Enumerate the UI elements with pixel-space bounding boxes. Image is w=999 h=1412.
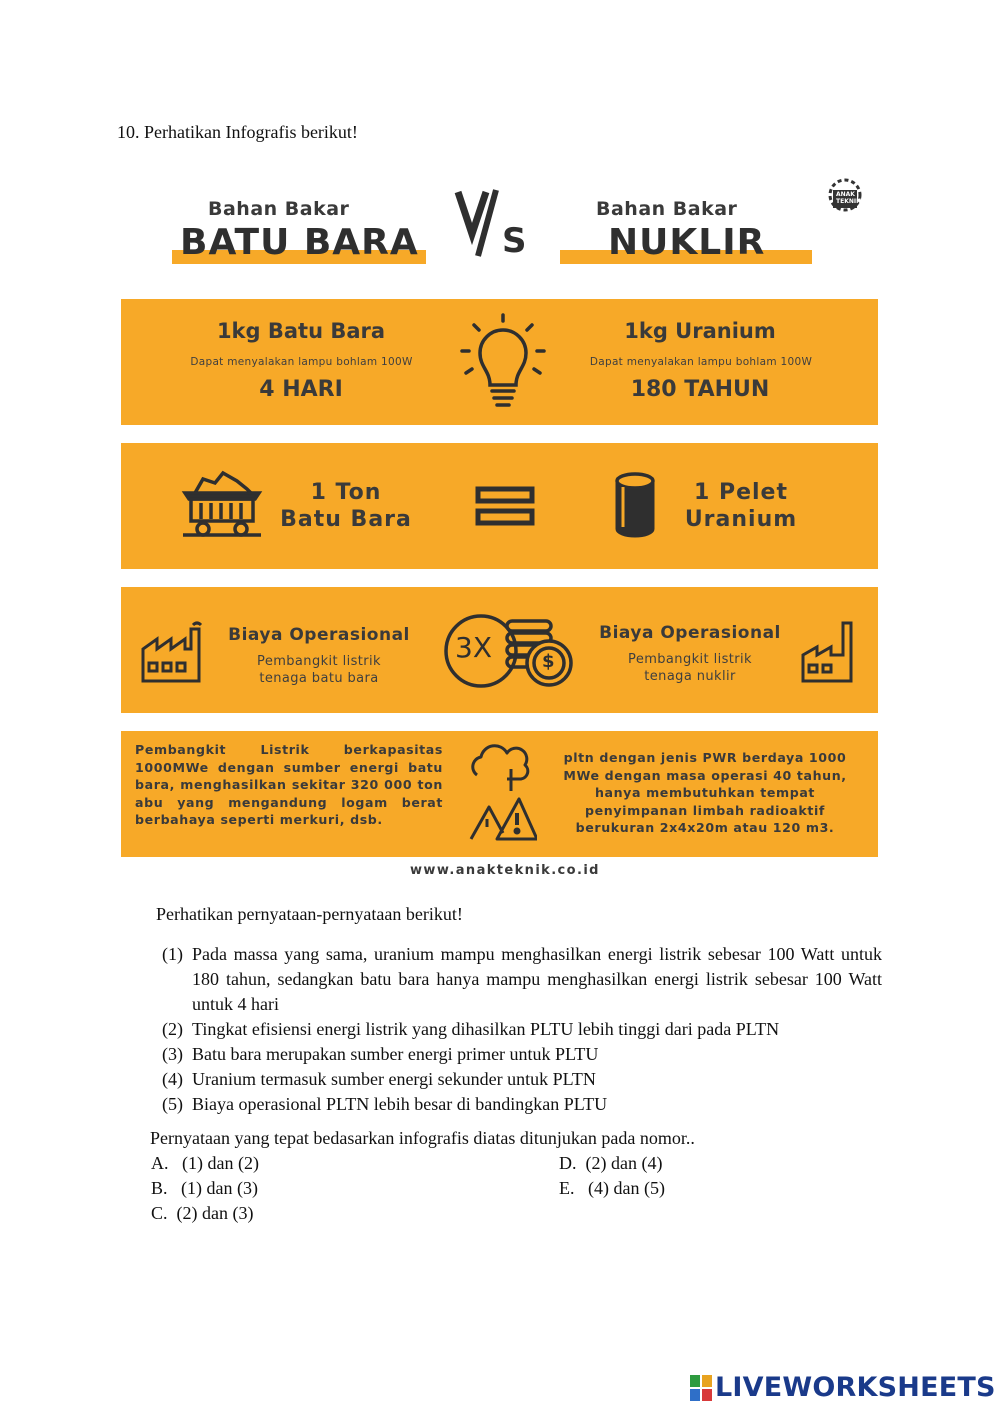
row1-left-sub: Dapat menyalakan lampu bohlam 100W bbox=[190, 356, 413, 368]
statement-text: Batu bara merupakan sumber energi primer untuk PLTU bbox=[192, 1044, 599, 1064]
row1-left-title: 1kg Batu Bara bbox=[216, 319, 386, 343]
statement-number: (5) bbox=[162, 1094, 183, 1114]
statement-text: Pada massa yang sama, uranium mampu menghasilkan energi listrik sebesar 100 Watt untuk 180 tahun, sedangkan batu bara hanya mampu menghasilkan energi listrik sebesar 100 Watt untuk 4 hari bbox=[192, 944, 882, 1014]
row3-left-sub1: Pembangkit listrik bbox=[257, 654, 381, 669]
statement-number: (3) bbox=[162, 1044, 183, 1064]
statement-item bbox=[162, 1092, 882, 1117]
option-letter: B. bbox=[151, 1178, 168, 1198]
row2-right-text bbox=[671, 479, 811, 533]
row3-right-sub2: tenaga nuklir bbox=[644, 669, 736, 684]
footer-url: www.anakteknik.co.id bbox=[410, 863, 600, 878]
logo-text-1: ANAK bbox=[836, 191, 855, 198]
row3-left-sub bbox=[213, 653, 425, 687]
statement-item bbox=[162, 1017, 882, 1042]
option-a[interactable] bbox=[151, 1153, 259, 1174]
statement-item bbox=[162, 1067, 882, 1092]
uranium-pellet-icon bbox=[611, 469, 659, 539]
row-operational-cost bbox=[121, 587, 878, 713]
row3-left-sub2: tenaga batu bara bbox=[259, 671, 379, 686]
statement-number: (1) bbox=[162, 944, 183, 964]
option-text: (2) dan (4) bbox=[585, 1153, 663, 1173]
dollar-sign: $ bbox=[542, 651, 555, 672]
liveworksheets-text: LIVEWORKSHEETS bbox=[715, 1372, 996, 1403]
option-text: (4) dan (5) bbox=[588, 1178, 665, 1198]
liveworksheets-icon bbox=[690, 1375, 712, 1401]
question-title: 10. Perhatikan Infografis berikut! bbox=[117, 122, 358, 142]
row-waste bbox=[121, 731, 878, 857]
right-header-big: NUKLIR bbox=[608, 222, 766, 263]
statements-intro: Perhatikan pernyataan-pernyataan berikut! bbox=[156, 904, 463, 924]
coal-cart-icon bbox=[181, 469, 263, 539]
option-e[interactable] bbox=[559, 1178, 665, 1199]
row2-right-line1: 1 Pelet bbox=[694, 480, 788, 505]
statement-list bbox=[162, 942, 882, 1117]
svg-text:S: S bbox=[502, 221, 527, 261]
row2-left-line2: Batu Bara bbox=[280, 507, 412, 532]
left-header-small: Bahan Bakar bbox=[208, 198, 350, 220]
option-text: (2) dan (3) bbox=[176, 1203, 254, 1223]
row1-left-value: 4 HARI bbox=[259, 377, 343, 402]
row-energy-duration bbox=[121, 299, 878, 425]
row4-left-text: Pembangkit Listrik berkapasitas 1000MWe dengan sumber energi batu bara, menghasilkan sekitar 320 000 ton abu yang mengandung logam berat berbahaya seperti merkuri, dsb. bbox=[135, 742, 443, 828]
statement-text: Uranium termasuk sumber energi sekunder untuk PLTN bbox=[192, 1069, 596, 1089]
row-mass-equivalence bbox=[121, 443, 878, 569]
statement-item bbox=[162, 1042, 882, 1067]
cost-multiplier-icon bbox=[443, 611, 575, 691]
row1-right-title: 1kg Uranium bbox=[624, 319, 776, 343]
coal-factory-icon bbox=[139, 619, 205, 685]
row2-right-line2: Uranium bbox=[684, 507, 798, 532]
row2-left-text bbox=[271, 479, 421, 533]
lightbulb-icon bbox=[460, 311, 546, 411]
pollution-warning-icon bbox=[467, 741, 537, 845]
option-text: (1) dan (3) bbox=[181, 1178, 258, 1198]
row3-left-title: Biaya Operasional bbox=[228, 625, 410, 645]
option-b[interactable] bbox=[151, 1178, 258, 1199]
question-prompt: Pernyataan yang tepat bedasarkan infografis diatas ditunjukan pada nomor.. bbox=[150, 1128, 695, 1148]
option-letter: C. bbox=[151, 1203, 168, 1223]
statement-text: Tingkat efisiensi energi listrik yang dihasilkan PLTU lebih tinggi dari pada PLTN bbox=[192, 1019, 780, 1039]
nuclear-plant-icon bbox=[799, 617, 861, 685]
row1-right-value: 180 TAHUN bbox=[630, 377, 770, 402]
statement-text: Biaya operasional PLTN lebih besar di bandingkan PLTU bbox=[192, 1094, 608, 1114]
statement-number: (4) bbox=[162, 1069, 183, 1089]
row3-right-sub1: Pembangkit listrik bbox=[628, 652, 752, 667]
row4-right-text: pltn dengan jenis PWR berdaya 1000 MWe dengan masa operasi 40 tahun, hanya membutuhkan tempat penyimpanan limbah radioaktif berukuran 2x4x20m atau 120 m3. bbox=[563, 750, 847, 836]
row1-right-sub: Dapat menyalakan lampu bohlam 100W bbox=[589, 356, 813, 368]
left-header-big: BATU BARA bbox=[180, 222, 419, 263]
row3-right-title: Biaya Operasional bbox=[599, 623, 781, 643]
right-header-small: Bahan Bakar bbox=[596, 198, 738, 220]
option-letter: D. bbox=[559, 1153, 577, 1173]
vs-mark bbox=[452, 186, 536, 262]
option-text: (1) dan (2) bbox=[182, 1153, 259, 1173]
anakteknik-logo bbox=[826, 176, 864, 216]
equals-icon bbox=[475, 486, 535, 526]
logo-text-2: TEKNIK bbox=[836, 198, 861, 205]
statement-item bbox=[162, 942, 882, 1017]
statement-number: (2) bbox=[162, 1019, 183, 1039]
option-d[interactable] bbox=[559, 1153, 662, 1174]
option-c[interactable] bbox=[151, 1203, 253, 1224]
row3-right-sub bbox=[583, 651, 797, 685]
option-letter: A. bbox=[151, 1153, 169, 1173]
liveworksheets-logo bbox=[690, 1372, 996, 1403]
cost-multiplier: 3X bbox=[455, 631, 492, 664]
row2-left-line1: 1 Ton bbox=[310, 480, 382, 505]
option-letter: E. bbox=[559, 1178, 575, 1198]
